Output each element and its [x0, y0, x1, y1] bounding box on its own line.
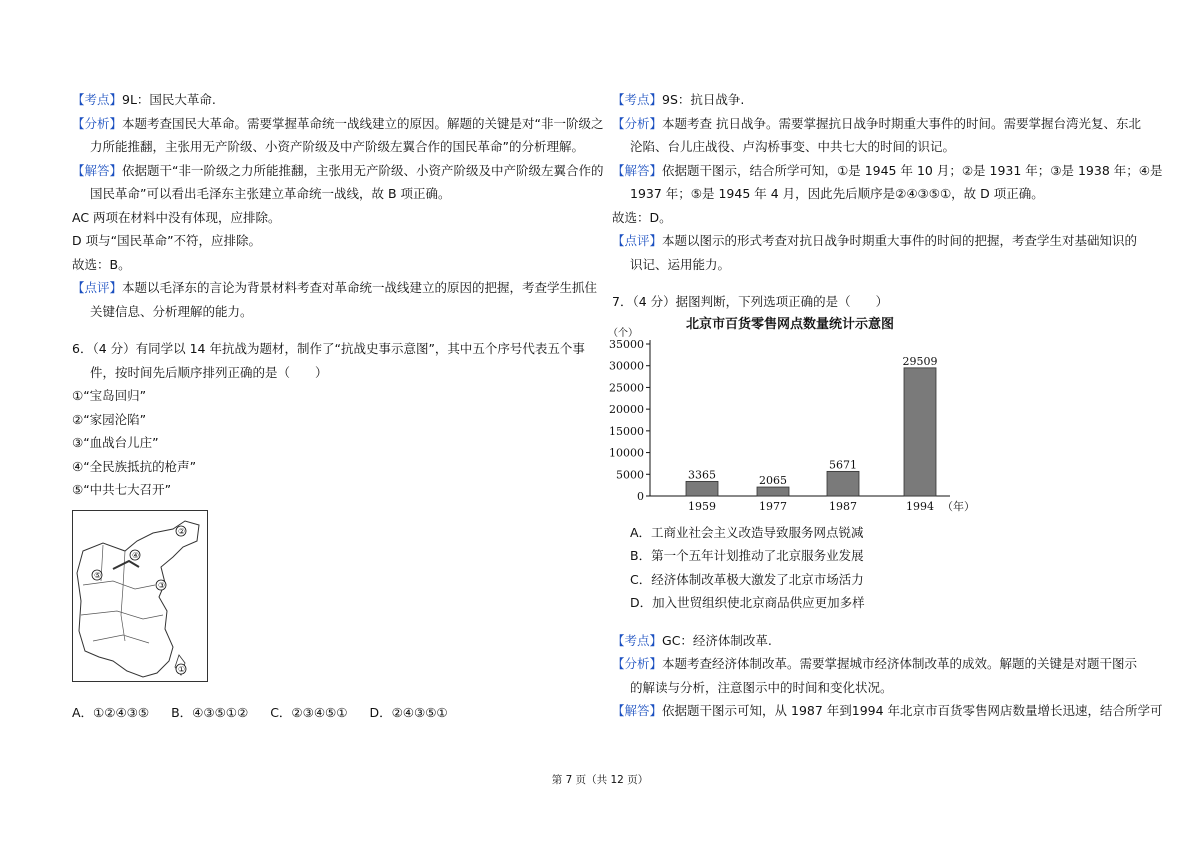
- q5-analysis-text: 国民革命”可以看出毛泽东主张建立革命统一战线，故 B 项正确。: [90, 186, 451, 201]
- q6-items: [72, 384, 602, 502]
- bar: [686, 481, 718, 496]
- x-tick-label: 1977: [759, 499, 787, 513]
- q7-option: D．加入世贸组织使北京商品供应更加多样: [630, 595, 865, 610]
- q5-analysis-line: [72, 300, 602, 324]
- q7-option: B．第一个五年计划推动了北京服务业发展: [630, 548, 864, 563]
- y-tick-label: 15000: [609, 424, 644, 438]
- q7-options: [612, 521, 1142, 615]
- q7-stem: 7．（4 分）据图判断，下列选项正确的是（ ）: [612, 294, 889, 309]
- q6-option: D．②④③⑤①: [369, 704, 448, 720]
- y-tick-label: 20000: [609, 402, 644, 416]
- x-tick-label: 1959: [688, 499, 716, 513]
- bar-value-label: 29509: [902, 354, 938, 368]
- q5-analysis-text: 关键信息、分析理解的能力。: [90, 303, 253, 319]
- q5-analysis-line: [72, 159, 602, 183]
- q6-analysis-line: [612, 253, 1142, 277]
- y-tick-label: 30000: [609, 359, 644, 373]
- q5-analysis-line: [72, 182, 602, 206]
- q7-analysis-text: GC：经济体制改革.: [662, 632, 772, 648]
- q6-analysis-tag: 【点评】: [612, 233, 663, 248]
- q5-analysis-line: [72, 276, 602, 300]
- svg-text:④: ④: [132, 550, 140, 560]
- q6-item: ①“宝岛回归”: [72, 388, 147, 403]
- right-column: [608, 88, 1163, 723]
- q5-analysis: [72, 88, 602, 323]
- q6-analysis-line: [612, 182, 1142, 206]
- q6-analysis-text: 沦陷、台儿庄战役、卢沟桥事变、中共七大的时间的识记。: [630, 139, 956, 154]
- q6-stem-line1: 6．（4 分）有同学以 14 年抗战为题材，制作了“抗战史事示意图”，其中五个序号代表五个事: [72, 341, 585, 356]
- q5-analysis-line: [72, 253, 602, 277]
- q6-options: [72, 701, 602, 725]
- q6-item: ④“全民族抵抗的枪声”: [72, 458, 197, 474]
- q7-analysis-text: 依据题干图示可知，从 1987 年到1994 年北京市百货零售网店数量增长迅速，结合所学可: [662, 703, 1163, 718]
- bar-value-label: 3365: [688, 467, 716, 481]
- bar: [757, 487, 789, 496]
- q7-analysis-tag: 【解答】: [612, 703, 663, 718]
- q5-analysis-text: D 项与“国民革命”不符，应排除。: [72, 233, 262, 248]
- q6-analysis-tag: 【解答】: [612, 162, 663, 178]
- q5-analysis-text: AC 两项在材料中没有体现，应排除。: [72, 209, 281, 225]
- y-tick-label: 0: [637, 489, 644, 503]
- q6-analysis-tag: 【分析】: [612, 115, 663, 131]
- q5-analysis-tag: 【点评】: [72, 280, 123, 295]
- q5-analysis-line: [72, 229, 602, 253]
- q7-analysis-text: 的解读与分析，注意图示中的时间和变化状况。: [630, 679, 893, 695]
- q7-analysis-text: 本题考查经济体制改革。需要掌握城市经济体制改革的成效。解题的关键是对题干图示: [662, 656, 1138, 671]
- q6-stem-line2: 件，按时间先后顺序排列正确的是（ ）: [90, 364, 328, 380]
- q6-analysis-tag: 【考点】: [612, 92, 663, 107]
- page-footer: 第 7 页（共 12 页）: [551, 774, 649, 786]
- q5-analysis-line: [72, 112, 602, 136]
- left-column: [72, 88, 602, 725]
- y-tick-label: 25000: [609, 380, 644, 394]
- bar-value-label: 2065: [759, 473, 787, 487]
- q5-analysis-text: 依据题干“非一阶级之力所能推翻，主张用无产阶级、小资产阶级及中产阶级左翼合作的: [122, 162, 604, 178]
- q6-option: A．①②④③⑤: [72, 704, 150, 720]
- q6-analysis-text: 故选：D。: [612, 209, 672, 225]
- svg-text:③: ③: [158, 580, 166, 590]
- q6-analysis-text: 1937 年；⑤是 1945 年 4 月，因此先后顺序是②④③⑤①，故 D 项正确。: [630, 186, 1044, 201]
- svg-text:②: ②: [178, 526, 186, 536]
- q6-analysis-line: [612, 206, 1142, 230]
- q6-option: B．④③⑤①②: [171, 704, 249, 720]
- q5-analysis-tag: 【考点】: [72, 92, 123, 107]
- y-tick-label: 35000: [609, 337, 644, 351]
- q7-option: C．经济体制改革极大激发了北京市场活力: [630, 571, 864, 587]
- y-tick-label: 10000: [609, 446, 644, 460]
- q6-analysis-line: [612, 135, 1142, 159]
- china-map-figure: [72, 510, 208, 682]
- x-tick-label: 1987: [829, 499, 857, 513]
- q6-analysis-text: 9S：抗日战争.: [662, 92, 745, 107]
- q7-analysis-line: [612, 629, 1142, 653]
- q5-analysis-line: [72, 135, 602, 159]
- q5-analysis-line: [72, 88, 602, 112]
- q5-analysis-text: 本题考查国民大革命。需要掌握革命统一战线建立的原因。解题的关键是对“非一阶级之: [122, 115, 604, 131]
- q6-analysis-text: 本题以图示的形式考查对抗日战争时期重大事件的时间的把握，考查学生对基础知识的: [662, 233, 1138, 248]
- y-tick-label: 5000: [616, 467, 644, 481]
- q6-item: ⑤“中共七大召开”: [72, 482, 172, 497]
- q7-option: A．工商业社会主义改造导致服务网点锐减: [630, 524, 864, 540]
- q6-analysis-line: [612, 112, 1142, 136]
- q5-analysis-tag: 【解答】: [72, 162, 123, 178]
- bar: [904, 367, 936, 495]
- q7-analysis-line: [612, 699, 1163, 723]
- svg-text:⑤: ⑤: [94, 570, 102, 580]
- q6-analysis-line: [612, 159, 1163, 183]
- q6-analysis: [612, 88, 1163, 276]
- q5-analysis-tag: 【分析】: [72, 115, 123, 131]
- bar-chart: [606, 316, 975, 516]
- q6-analysis-line: [612, 88, 1142, 112]
- chart-title: 北京市百货零售网点数量统计示意图: [686, 316, 895, 332]
- q5-analysis-text: 9L：国民大革命.: [122, 92, 216, 107]
- q7-analysis-tag: 【分析】: [612, 656, 663, 671]
- q6-analysis-line: [612, 229, 1142, 253]
- x-tick-label: 1994: [906, 499, 934, 513]
- x-axis-label: （年）: [942, 499, 975, 513]
- q6-analysis-text: 依据题干图示，结合所学可知，①是 1945 年 10 月；②是 1931 年；③是 1938 年；④是: [662, 162, 1163, 178]
- svg-text:①: ①: [178, 664, 186, 674]
- q7-analysis-line: [612, 676, 1142, 700]
- q6-analysis-text: 本题考查 抗日战争。需要掌握抗日战争时期重大事件的时间。需要掌握台湾光复、东北: [662, 115, 1141, 131]
- q6-option: C．②③④⑤①: [270, 704, 348, 720]
- q5-analysis-text: 力所能推翻，主张用无产阶级、小资产阶级及中产阶级左翼合作的国民革命”的分析理解。: [90, 139, 584, 154]
- q6-item: ③“血战台儿庄”: [72, 435, 159, 450]
- q5-analysis-text: 故选：B。: [72, 256, 131, 272]
- q5-analysis-text: 本题以毛泽东的言论为背景材料考查对革命统一战线建立的原因的把握，考查学生抓住: [122, 280, 598, 295]
- bar: [827, 471, 859, 496]
- q6-item: ②“家园沦陷”: [72, 411, 147, 427]
- q5-analysis-line: [72, 206, 602, 230]
- q7-analysis-tag: 【考点】: [612, 632, 663, 648]
- q7-analysis-line: [612, 652, 1142, 676]
- q7-analysis: [612, 629, 1163, 723]
- bar-value-label: 5671: [829, 457, 857, 471]
- q6-analysis-text: 识记、运用能力。: [630, 256, 731, 272]
- y-axis-label: （个）: [608, 327, 638, 339]
